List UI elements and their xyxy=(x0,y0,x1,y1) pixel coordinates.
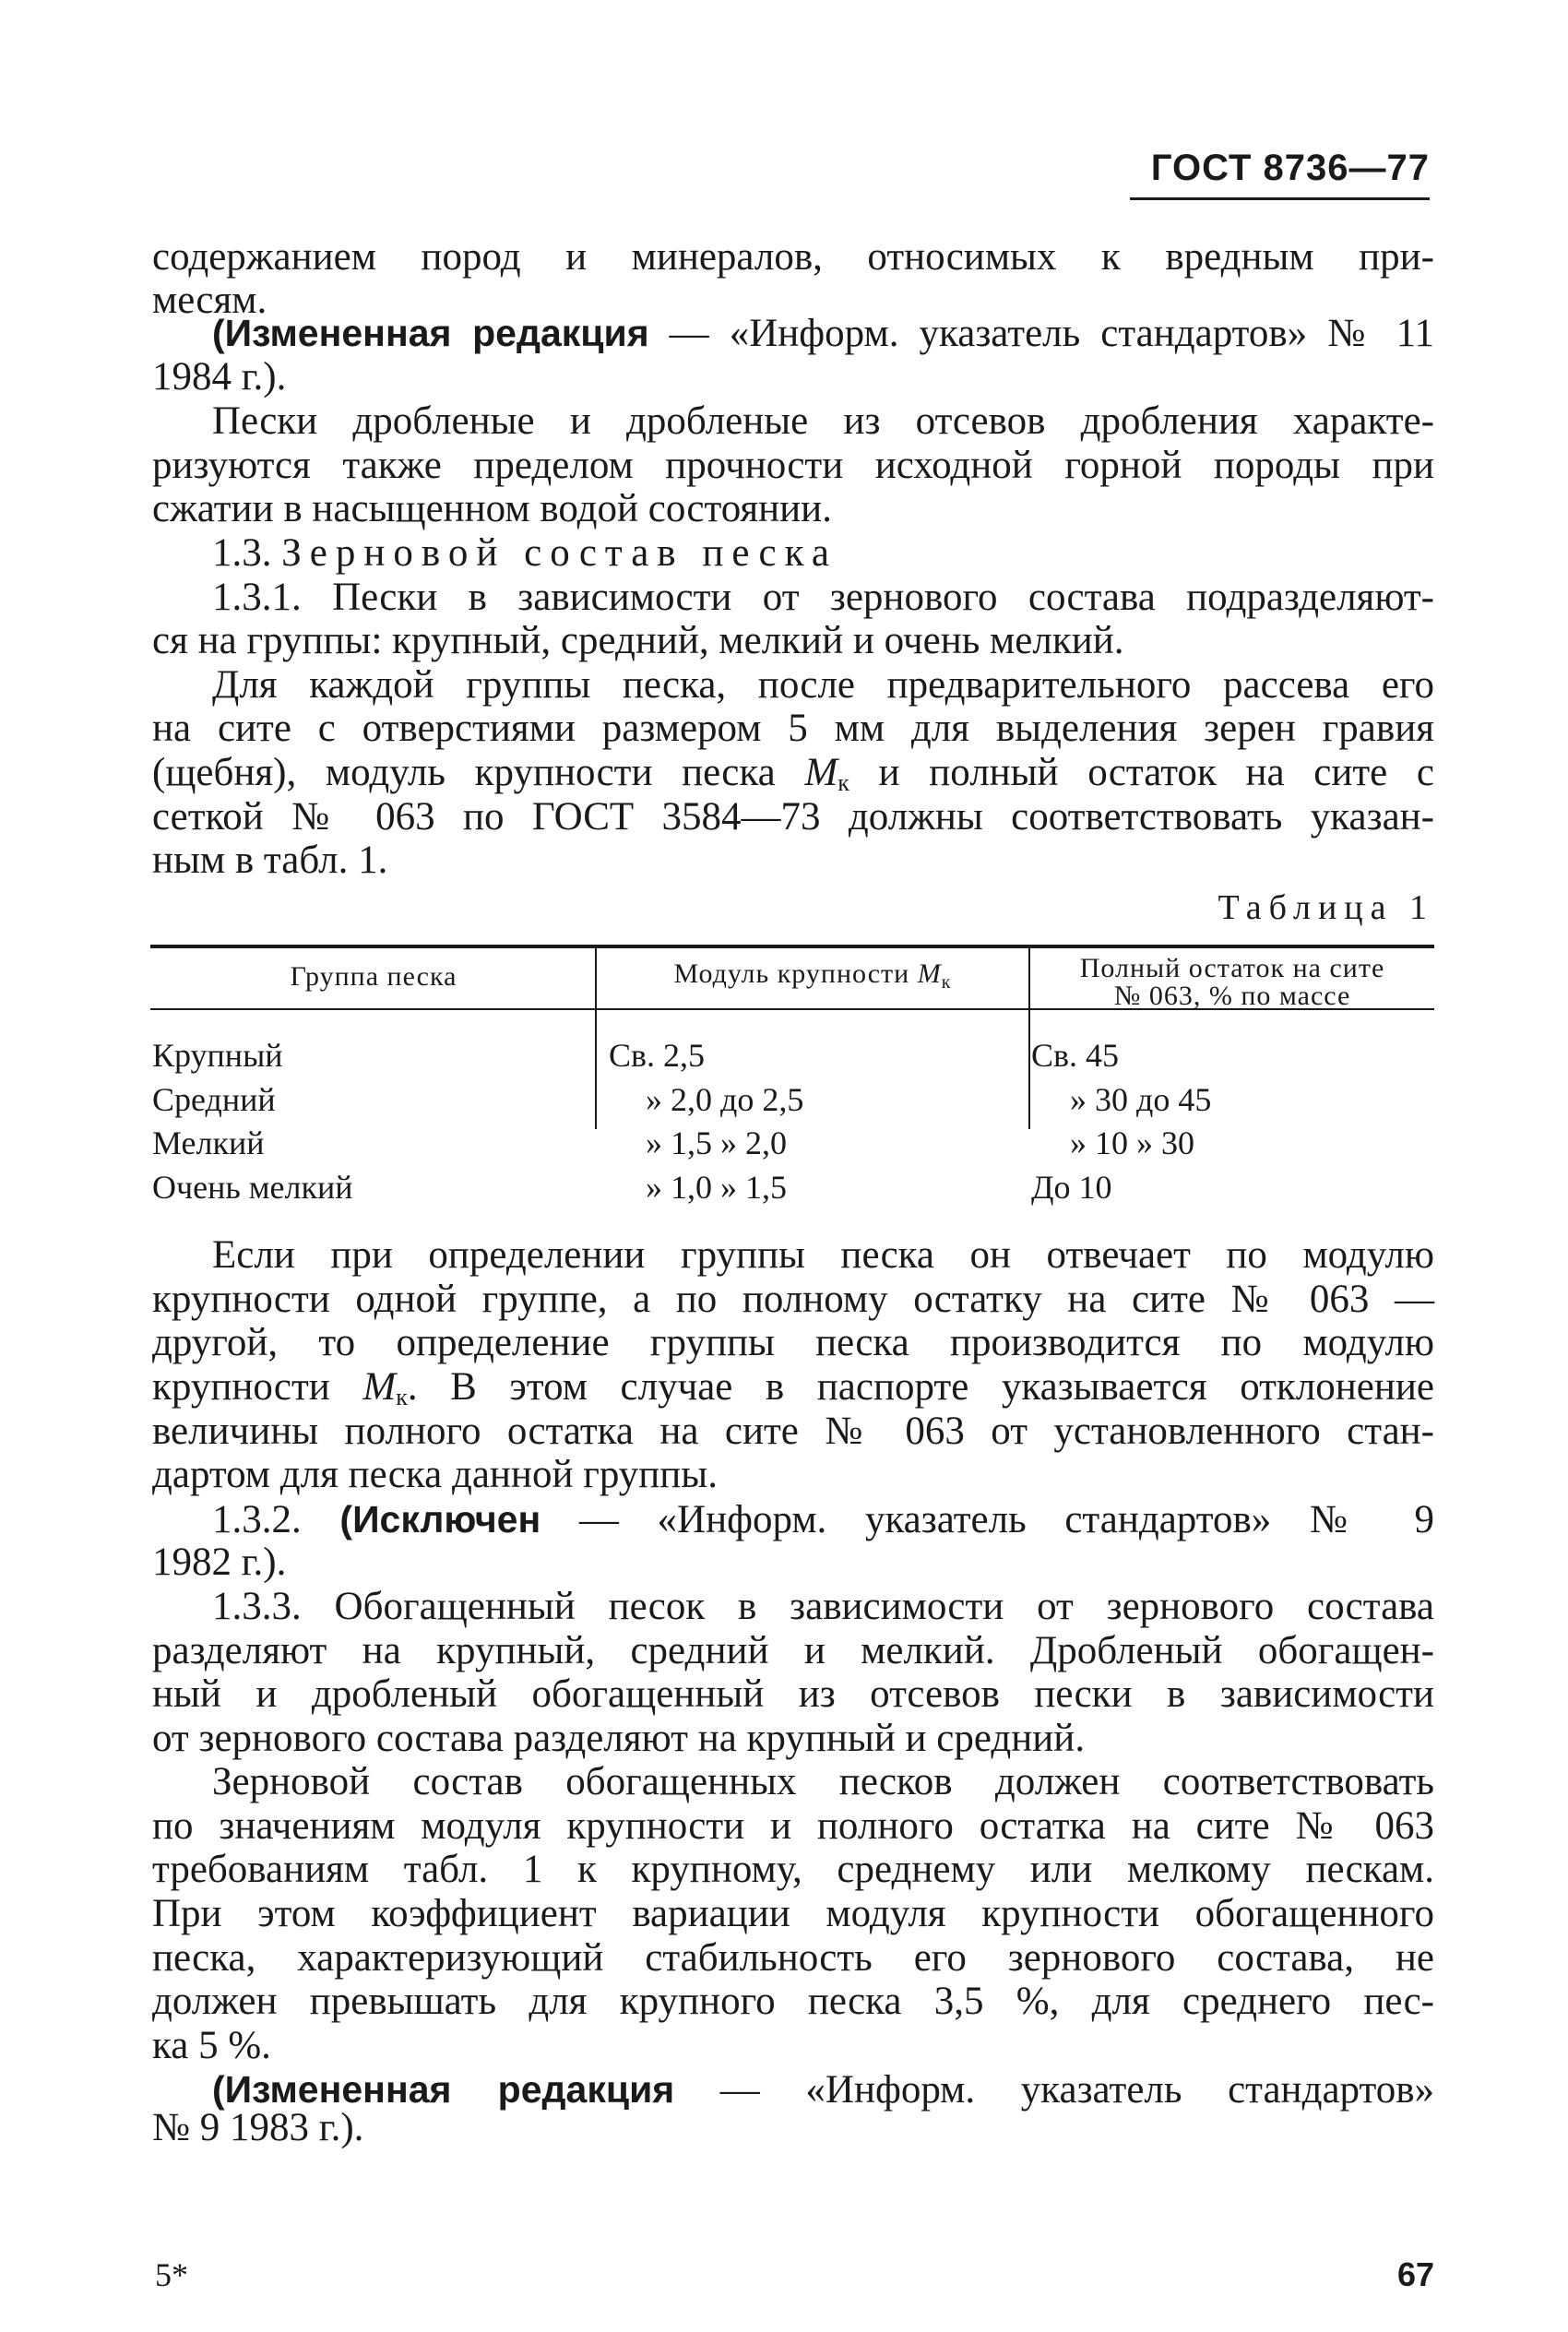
signature-mark: 5* xyxy=(155,2256,188,2293)
text-line: другой, то определение группы песка производится по модулю xyxy=(152,1321,1434,1364)
table-cell-group: Средний xyxy=(152,1081,276,1118)
section-number: 1.3. xyxy=(212,531,282,575)
text-line: При этом коэффициент вариации модуля крупности обогащенного xyxy=(152,1892,1434,1935)
text-line xyxy=(152,1363,1434,1411)
text-line: на сите с отверстиями размером 5 мм для выделения зерен гравия xyxy=(152,707,1434,750)
modulus-subscript: к xyxy=(837,769,849,796)
text-line: дартом для песка данной группы. xyxy=(152,1453,718,1496)
text-line: требованиям табл. 1 к крупному, среднему или мелкому пескам. xyxy=(152,1848,1434,1891)
text-line: величины полного остатка на сите № 063 от установленного стан- xyxy=(152,1410,1434,1453)
text-span: и полный остаток на сите с xyxy=(849,751,1435,794)
text-line: 1984 г.). xyxy=(152,355,287,399)
table-cell-residue: Св. 45 xyxy=(1031,1037,1120,1074)
text-line: сжатии в насыщенном водой состоянии. xyxy=(152,487,832,530)
table-cell-residue: » 30 до 45 xyxy=(1070,1081,1212,1118)
amendment-label: (Измененная редакция xyxy=(212,312,649,354)
text-line: по значениям модуля крупности и полного остатка на сите № 063 xyxy=(152,1804,1434,1848)
exclusion-text: — «Информ. указатель стандартов» № 9 xyxy=(540,1498,1435,1541)
text-line: месям. xyxy=(152,279,267,322)
exclusion-label: (Исключен xyxy=(339,1498,541,1541)
text-line: должен превышать для крупного песка 3,5 %, для среднего пес- xyxy=(152,1980,1434,2023)
text-line: ный и дробленый обогащенный из отсевов пески в зависимости xyxy=(152,1672,1434,1716)
table-cell-residue: До 10 xyxy=(1031,1169,1112,1206)
table-cell-modulus: » 2,0 до 2,5 xyxy=(646,1081,804,1118)
text-line: 1.3.1. Пески в зависимости от зернового состава подразделяют- xyxy=(212,576,1434,619)
text-span: крупности xyxy=(152,1365,363,1409)
text-span: . В этом случае в паспорте указывается отклонение xyxy=(407,1365,1434,1409)
amendment-text: — «Информ. указатель стандартов» № 11 xyxy=(648,312,1434,355)
table-cell-modulus: » 1,5 » 2,0 xyxy=(646,1124,787,1161)
modulus-subscript: к xyxy=(396,1384,408,1410)
table-header-group: Группа песка xyxy=(290,961,457,992)
table-caption: Таблица 1 xyxy=(1218,888,1434,927)
modulus-subscript: к xyxy=(941,972,952,993)
text-line: ным в табл. 1. xyxy=(152,839,388,882)
section-title: Зерновой состав песка xyxy=(281,531,837,575)
text-line: ся на группы: крупный, средний, мелкий и очень мелкий. xyxy=(152,619,1124,662)
exclusion-note xyxy=(212,1495,1434,1544)
text-span: (щебня), модуль крупности песка xyxy=(152,751,805,794)
table-cell-modulus: » 1,0 » 1,5 xyxy=(646,1169,787,1206)
table-cell-residue: » 10 » 30 xyxy=(1070,1124,1194,1161)
text-line: песка, характеризующий стабильность его зернового состава, не xyxy=(152,1936,1434,1980)
text-line xyxy=(152,749,1434,797)
header-line: № 063, % по массе xyxy=(1113,981,1351,1011)
text-line: крупности одной группе, а по полному остатку на сите № 063 — xyxy=(152,1278,1434,1321)
section-heading xyxy=(212,529,1434,577)
table-cell-modulus: Св. 2,5 xyxy=(609,1037,706,1074)
table-top-rule xyxy=(150,945,1434,948)
text-line: Пески дробленые и дробленые из отсевов дробления характе- xyxy=(212,399,1434,443)
table-cell-group: Крупный xyxy=(152,1037,283,1074)
standard-header: ГОСТ 8736—77 xyxy=(1150,148,1430,188)
section-number: 1.3.2. xyxy=(212,1498,340,1541)
amendment-text: — «Информ. указатель стандартов» xyxy=(674,2068,1434,2112)
modulus-symbol: М xyxy=(804,751,838,794)
amendment-label: (Измененная редакция xyxy=(212,2068,675,2111)
text-line: 1.3.3. Обогащенный песок в зависимости от зернового состава xyxy=(212,1585,1434,1628)
text-line: от зернового состава разделяют на крупный и средний. xyxy=(152,1717,1086,1760)
page-number: 67 xyxy=(1396,2255,1434,2293)
table-cell-group: Очень мелкий xyxy=(152,1169,353,1206)
text-line: ка 5 %. xyxy=(152,2024,271,2067)
text-line: 1982 г.). xyxy=(152,1541,287,1584)
table-header-residue xyxy=(1030,955,1434,1010)
text-line: ризуются также пределом прочности исходной горной породы при xyxy=(152,444,1434,487)
table-cell-group: Мелкий xyxy=(152,1124,265,1161)
text-line: содержанием пород и минералов, относимых к вредным при- xyxy=(152,235,1434,279)
header-rule xyxy=(1130,197,1430,200)
amendment-note xyxy=(212,309,1434,358)
text-line: Если при определении группы песка он отвечает по модулю xyxy=(212,1233,1434,1277)
modulus-symbol: М xyxy=(917,958,942,989)
text-line: сеткой № 063 по ГОСТ 3584—73 должны соответствовать указан- xyxy=(152,795,1434,839)
text-line: Зерновой состав обогащенных песков должен соответствовать xyxy=(212,1760,1434,1803)
text-line: Для каждой группы песка, после предварительного рассева его xyxy=(212,663,1434,707)
table-header-modulus xyxy=(597,958,1028,993)
header-text: Модуль крупности xyxy=(673,958,918,989)
text-line: № 9 1983 г.). xyxy=(152,2106,364,2149)
text-line: разделяют на крупный, средний и мелкий. Дробленый обогащен- xyxy=(152,1629,1434,1672)
header-line: Полный остаток на сите xyxy=(1079,953,1385,983)
modulus-symbol: М xyxy=(362,1365,397,1409)
